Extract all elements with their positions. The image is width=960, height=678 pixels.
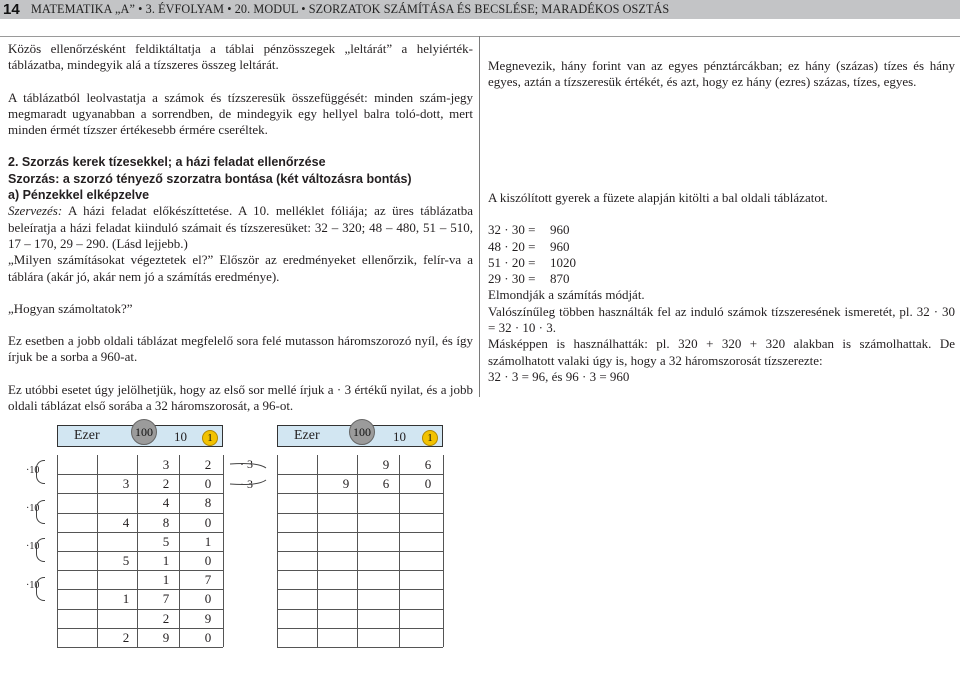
left-paragraph-5: Ez esetben a jobb oldali táblázat megfelelő sora felé mutasson háromszorozó nyíl, és így írjuk be a sorba a 960-at. — [8, 333, 473, 365]
table-cell: 3 — [122, 476, 130, 492]
table-cell: 0 — [204, 629, 212, 645]
right-paragraph-3: Elmondják a számítás módját. — [488, 287, 645, 303]
table-row-line — [57, 532, 223, 533]
table-cell: 4 — [122, 514, 130, 530]
table-row-line — [277, 493, 443, 494]
table-row-line — [57, 551, 223, 552]
table-cell: 2 — [204, 457, 212, 472]
right-column — [488, 58, 955, 91]
table-row-line — [57, 570, 223, 571]
table-row-line — [277, 609, 443, 610]
table-cell: 9 — [342, 476, 350, 492]
table-cell: 1 — [122, 591, 130, 607]
calc-expr: 29 · 30 = — [488, 271, 536, 287]
left-paragraph-6: Ez utóbbi esetet úgy jelölhetjük, hogy az első sor mellé írjuk a · 3 értékű nyilat, és a jobb oldali táblázat első sorába a 32 háromszorosát, a 96-ot. — [8, 381, 473, 414]
right-paragraph-1: Megnevezik, hány forint van az egyes pénztárcákban; ez hány (százas) tízes és hány egyes, aztán a tízszeresük értékét, és azt, hogy ez hány (ezres) százas, tízes, egyes. — [488, 58, 955, 90]
header-tiz: 10 — [174, 429, 187, 444]
calc-result: 870 — [550, 271, 570, 287]
left-column — [8, 41, 473, 414]
left-paragraph-4 — [8, 252, 473, 285]
right-paragraph-5: Másképpen is használhatták: pl. 320 + 320 + 320 alakban is számolhattak. De számolhatott valaki úgy is, hogy a 32 háromszorosát tízszerezte: — [488, 336, 955, 368]
header-tiz-right: 10 — [393, 429, 406, 444]
coin-1-icon: 1 — [202, 430, 218, 446]
table-row-line — [277, 532, 443, 533]
coin-100-icon: 100 — [131, 419, 157, 445]
running-header — [0, 0, 960, 19]
times-ten-label: ·10 — [26, 541, 40, 552]
right-paragraph-6: 32 · 3 = 96, és 96 · 3 = 960 — [488, 368, 630, 384]
table-row-line — [57, 609, 223, 610]
table-row-line — [277, 474, 443, 475]
calc-expr: 51 · 20 = — [488, 254, 536, 270]
table-row-line — [277, 551, 443, 552]
calc-list — [488, 222, 955, 287]
question-2: „Hogyan számoltatok?” — [8, 300, 133, 316]
table-cell: 5 — [162, 533, 170, 549]
table-row-line — [57, 513, 223, 514]
table-cell: 2 — [122, 629, 130, 645]
table-cell: 5 — [122, 553, 130, 568]
table-cell: 3 — [162, 457, 170, 472]
question-1: „Milyen számításokat végeztetek el?” — [8, 252, 214, 268]
table-cell: 1 — [162, 572, 170, 588]
table-cell: 9 — [204, 610, 212, 626]
right-paragraph-2: A kiszólított gyerek a füzete alapján kitölti a bal oldali táblázatot. — [488, 190, 828, 205]
coin-100-icon: 100 — [349, 419, 375, 445]
table-column-line — [137, 455, 138, 647]
table-cell: 0 — [204, 591, 212, 607]
calc-result: 1020 — [550, 254, 576, 270]
table-cell: 7 — [204, 572, 212, 588]
organization-text: A házi feladat előkészíttetése. A 10. melléklet fóliája; az üres táblázatba beleíratja a házi feladat kiinduló számait és tízszeresüket: 32 – 320; 48 – 480, 51 – 510, 17 – 170, 29 – 290. (Lásd lejjebb.) — [8, 203, 473, 251]
table-cell: 0 — [204, 553, 212, 568]
table-cell: 8 — [162, 514, 170, 530]
organization-label: Szervezés: — [8, 203, 63, 219]
times-ten-label: ·10 — [26, 503, 40, 514]
times-ten-label: ·10 — [26, 465, 40, 476]
multiplier-label: · 3 — [240, 477, 253, 491]
table-cell: 0 — [204, 514, 212, 530]
multiplier-label: · 3 — [240, 457, 253, 471]
table-column-line — [223, 455, 224, 647]
left-paragraph-2: A táblázatból leolvastatja a számok és tízszeresük összefüggését: minden szám-jegy megmaradt ugyanabban a sorrendben, de mindegyik egy hellyel balra toló-dott, mert minden érmét tízszer értékesebb érmére cseréltek. — [8, 89, 473, 138]
table-cell: 1 — [162, 553, 170, 568]
table-cell: 4 — [162, 495, 170, 511]
calc-result: 960 — [550, 222, 570, 238]
table-cell: 8 — [204, 495, 212, 511]
table-cell: 9 — [382, 457, 390, 472]
section-heading: 2. Szorzás kerek tízesekkel; a házi feladat ellenőrzése — [8, 155, 326, 170]
calc-result: 960 — [550, 238, 570, 254]
table-column-line — [179, 455, 180, 647]
times-ten-label: ·10 — [26, 580, 40, 591]
page-number: 14 — [3, 1, 20, 18]
table-column-line — [399, 455, 400, 647]
table-cell: 0 — [424, 476, 432, 492]
header-ezer: Ezer — [74, 428, 100, 443]
table-column-line — [443, 455, 444, 647]
right-column-lower — [488, 190, 955, 385]
answer-text: Először az eredményeket ellenőrzik, felír-va a táblára (akár jó, akár nem jó a számítás eredménye). — [8, 252, 473, 284]
coin-1-icon: 1 — [422, 430, 438, 446]
table-cell: 7 — [162, 591, 170, 607]
table-row-line — [57, 474, 223, 475]
table-row-line — [57, 647, 223, 648]
right-paragraph-4: Valószínűleg többen használták fel az induló számok tízszeresének ismeretét, pl. 32 · 30 = 32 · 10 · 3. — [488, 303, 955, 336]
table-row-line — [277, 513, 443, 514]
section-rule — [0, 36, 960, 37]
calc-expr: 32 · 30 = — [488, 222, 536, 238]
subsection-heading: Szorzás: a szorzó tényező szorzatra bontása (két változásra bontás) — [8, 171, 412, 186]
subsection-part-a: a) Pénzekkel elképzelve — [8, 188, 150, 203]
calc-expr: 48 · 20 = — [488, 238, 536, 254]
table-column-line — [277, 455, 278, 647]
table-row-line — [57, 493, 223, 494]
table-cell: 6 — [382, 476, 390, 492]
table-cell: 2 — [162, 476, 170, 492]
table-cell: 9 — [162, 629, 170, 645]
table-column-line — [57, 455, 58, 647]
table-column-line — [97, 455, 98, 647]
left-paragraph-3 — [8, 203, 473, 252]
left-paragraph-1: Közös ellenőrzésként feldiktáltatja a táblai pénzösszegek „leltárát” a helyiérték-táblázatba, mindegyik alá a tízszeres összeg leltárát. — [8, 41, 473, 73]
table-row-line — [277, 589, 443, 590]
table-cell: 1 — [204, 533, 212, 549]
column-divider — [479, 36, 480, 397]
table-cell: 6 — [424, 457, 432, 472]
table-column-line — [357, 455, 358, 647]
arrow-icon — [228, 460, 268, 490]
running-title: MATEMATIKA „A” • 3. ÉVFOLYAM • 20. MODUL • SZORZATOK SZÁMÍTÁSA ÉS BECSLÉSE; MARADÉKOS OSZTÁS — [31, 2, 670, 16]
table-row-line — [277, 647, 443, 648]
table-row-line — [57, 628, 223, 629]
table-row-line — [277, 570, 443, 571]
table-cell: 2 — [162, 610, 170, 626]
table-row-line — [57, 589, 223, 590]
table-cell: 0 — [204, 476, 212, 492]
table-row-line — [277, 628, 443, 629]
table-column-line — [317, 455, 318, 647]
header-ezer-right: Ezer — [294, 428, 320, 443]
